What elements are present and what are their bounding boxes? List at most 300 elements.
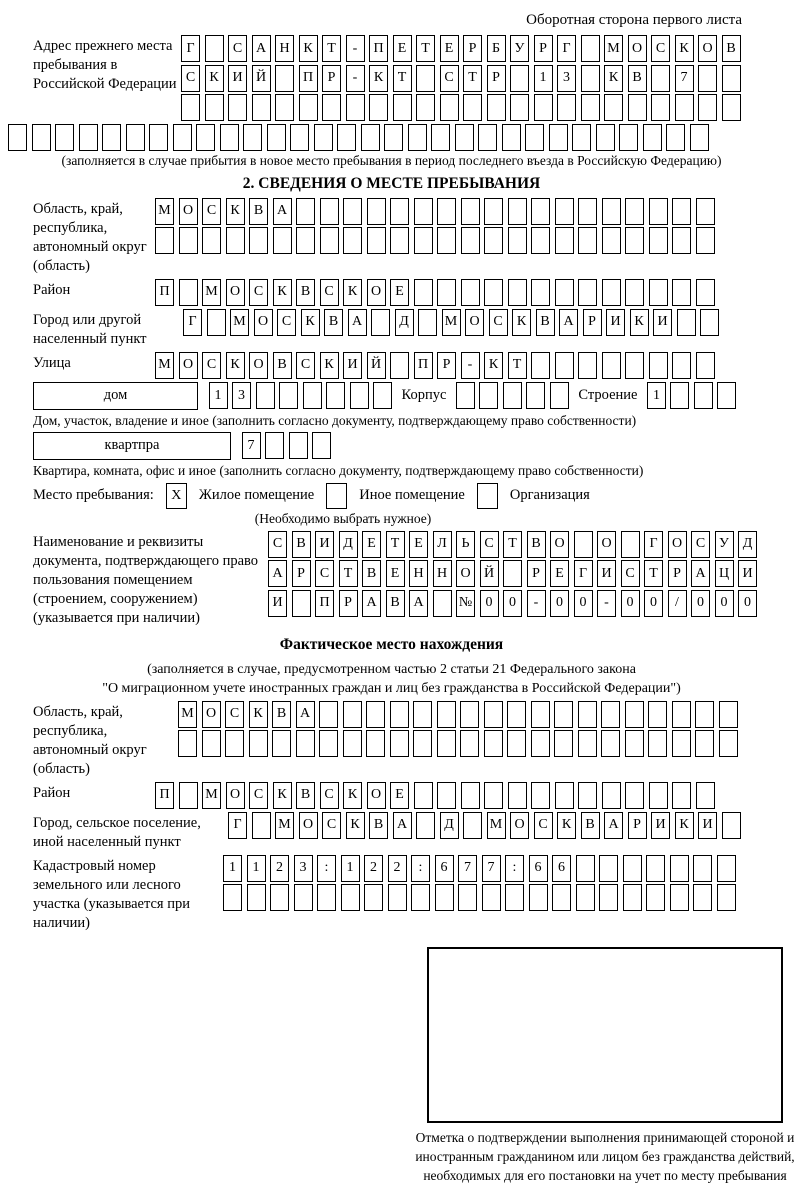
char-cell[interactable] (531, 352, 550, 379)
char-cell[interactable] (648, 701, 667, 728)
char-cell[interactable] (320, 227, 339, 254)
char-cell[interactable]: Б (487, 35, 506, 62)
char-cell[interactable]: Г (574, 560, 593, 587)
char-cell[interactable] (461, 198, 480, 225)
char-cell[interactable] (505, 884, 524, 911)
char-cell[interactable] (294, 884, 313, 911)
inoe-checkbox[interactable] (326, 483, 347, 509)
char-cell[interactable]: К (630, 309, 649, 336)
char-cell[interactable] (463, 94, 482, 121)
char-cell[interactable] (296, 730, 315, 757)
char-cell[interactable] (463, 812, 482, 839)
char-cell[interactable]: О (299, 812, 318, 839)
char-cell[interactable]: С (202, 198, 221, 225)
char-cell[interactable]: А (604, 812, 623, 839)
char-cell[interactable]: М (604, 35, 623, 62)
char-cell[interactable] (719, 730, 738, 757)
char-cell[interactable]: Е (550, 560, 569, 587)
char-cell[interactable] (384, 124, 403, 151)
char-cell[interactable]: 1 (647, 382, 666, 409)
char-cell[interactable]: 1 (247, 855, 266, 882)
char-cell[interactable] (484, 782, 503, 809)
char-cell[interactable] (649, 227, 668, 254)
char-cell[interactable] (531, 782, 550, 809)
char-cell[interactable] (437, 198, 456, 225)
char-cell[interactable]: 7 (242, 432, 261, 459)
char-cell[interactable]: 0 (644, 590, 663, 617)
char-cell[interactable] (366, 730, 385, 757)
char-cell[interactable]: Р (339, 590, 358, 617)
char-cell[interactable]: У (510, 35, 529, 62)
char-cell[interactable] (578, 730, 597, 757)
char-cell[interactable] (303, 382, 322, 409)
char-cell[interactable]: 0 (691, 590, 710, 617)
char-cell[interactable]: Т (386, 531, 405, 558)
char-cell[interactable]: 1 (341, 855, 360, 882)
char-cell[interactable]: К (249, 701, 268, 728)
char-cell[interactable]: О (367, 279, 386, 306)
char-cell[interactable]: О (465, 309, 484, 336)
char-cell[interactable] (416, 94, 435, 121)
char-cell[interactable] (202, 227, 221, 254)
char-cell[interactable] (364, 884, 383, 911)
char-cell[interactable]: О (628, 35, 647, 62)
char-cell[interactable]: 1 (534, 65, 553, 92)
char-cell[interactable] (319, 701, 338, 728)
char-cell[interactable]: В (273, 352, 292, 379)
char-cell[interactable] (700, 309, 719, 336)
char-cell[interactable] (126, 124, 145, 151)
char-cell[interactable]: С (296, 352, 315, 379)
char-cell[interactable] (602, 279, 621, 306)
char-cell[interactable]: П (155, 782, 174, 809)
char-cell[interactable]: Р (628, 812, 647, 839)
char-cell[interactable] (390, 701, 409, 728)
char-cell[interactable] (414, 782, 433, 809)
char-cell[interactable]: С (691, 531, 710, 558)
zhiloe-checkbox[interactable]: X (166, 483, 187, 509)
char-cell[interactable]: Р (437, 352, 456, 379)
char-cell[interactable] (337, 124, 356, 151)
char-cell[interactable]: Н (275, 35, 294, 62)
char-cell[interactable] (581, 35, 600, 62)
char-cell[interactable]: К (301, 309, 320, 336)
char-cell[interactable] (273, 227, 292, 254)
char-cell[interactable]: Р (668, 560, 687, 587)
char-cell[interactable] (531, 730, 550, 757)
char-cell[interactable]: 6 (552, 855, 571, 882)
char-cell[interactable] (555, 782, 574, 809)
char-cell[interactable]: В (386, 590, 405, 617)
char-cell[interactable] (503, 560, 522, 587)
char-cell[interactable] (601, 701, 620, 728)
char-cell[interactable] (696, 227, 715, 254)
char-cell[interactable] (79, 124, 98, 151)
char-cell[interactable] (646, 855, 665, 882)
char-cell[interactable] (437, 227, 456, 254)
char-cell[interactable]: Е (390, 782, 409, 809)
char-cell[interactable]: 0 (621, 590, 640, 617)
char-cell[interactable] (693, 884, 712, 911)
char-cell[interactable] (602, 782, 621, 809)
char-cell[interactable] (510, 65, 529, 92)
char-cell[interactable]: Д (339, 531, 358, 558)
char-cell[interactable] (249, 730, 268, 757)
char-cell[interactable] (270, 884, 289, 911)
char-cell[interactable] (695, 730, 714, 757)
char-cell[interactable]: О (367, 782, 386, 809)
char-cell[interactable]: Д (738, 531, 757, 558)
char-cell[interactable]: Т (644, 560, 663, 587)
char-cell[interactable] (677, 309, 696, 336)
char-cell[interactable] (178, 730, 197, 757)
char-cell[interactable] (461, 227, 480, 254)
char-cell[interactable]: Р (463, 35, 482, 62)
char-cell[interactable] (649, 782, 668, 809)
char-cell[interactable] (202, 730, 221, 757)
char-cell[interactable] (526, 382, 545, 409)
char-cell[interactable]: 7 (482, 855, 501, 882)
char-cell[interactable]: С (440, 65, 459, 92)
char-cell[interactable]: - (346, 65, 365, 92)
char-cell[interactable]: О (550, 531, 569, 558)
char-cell[interactable] (416, 65, 435, 92)
char-cell[interactable]: В (369, 812, 388, 839)
char-cell[interactable] (346, 94, 365, 121)
char-cell[interactable]: Л (433, 531, 452, 558)
char-cell[interactable] (531, 279, 550, 306)
char-cell[interactable]: М (155, 198, 174, 225)
char-cell[interactable]: А (273, 198, 292, 225)
char-cell[interactable]: М (202, 782, 221, 809)
char-cell[interactable] (390, 198, 409, 225)
char-cell[interactable]: С (249, 279, 268, 306)
char-cell[interactable] (722, 94, 741, 121)
char-cell[interactable] (8, 124, 27, 151)
char-cell[interactable] (722, 65, 741, 92)
char-cell[interactable]: И (597, 560, 616, 587)
char-cell[interactable]: Е (409, 531, 428, 558)
char-cell[interactable]: К (299, 35, 318, 62)
char-cell[interactable]: № (456, 590, 475, 617)
char-cell[interactable] (529, 884, 548, 911)
char-cell[interactable]: Т (339, 560, 358, 587)
char-cell[interactable] (576, 855, 595, 882)
char-cell[interactable] (578, 198, 597, 225)
char-cell[interactable] (149, 124, 168, 151)
char-cell[interactable] (322, 94, 341, 121)
char-cell[interactable] (267, 124, 286, 151)
char-cell[interactable] (628, 94, 647, 121)
char-cell[interactable]: У (715, 531, 734, 558)
char-cell[interactable] (599, 855, 618, 882)
char-cell[interactable] (343, 198, 362, 225)
char-cell[interactable] (408, 124, 427, 151)
char-cell[interactable] (572, 124, 591, 151)
char-cell[interactable]: В (249, 198, 268, 225)
char-cell[interactable]: - (461, 352, 480, 379)
char-cell[interactable]: С (322, 812, 341, 839)
char-cell[interactable]: Г (228, 812, 247, 839)
char-cell[interactable]: О (597, 531, 616, 558)
char-cell[interactable] (265, 432, 284, 459)
char-cell[interactable]: Н (433, 560, 452, 587)
char-cell[interactable]: К (273, 279, 292, 306)
char-cell[interactable]: П (155, 279, 174, 306)
char-cell[interactable] (181, 94, 200, 121)
char-cell[interactable] (625, 279, 644, 306)
char-cell[interactable] (550, 382, 569, 409)
char-cell[interactable]: С (277, 309, 296, 336)
char-cell[interactable] (296, 227, 315, 254)
char-cell[interactable] (507, 730, 526, 757)
char-cell[interactable]: К (484, 352, 503, 379)
char-cell[interactable] (621, 531, 640, 558)
char-cell[interactable]: 2 (364, 855, 383, 882)
char-cell[interactable] (460, 701, 479, 728)
char-cell[interactable] (256, 382, 275, 409)
char-cell[interactable] (625, 701, 644, 728)
char-cell[interactable] (55, 124, 74, 151)
char-cell[interactable]: Т (503, 531, 522, 558)
char-cell[interactable]: И (653, 309, 672, 336)
char-cell[interactable]: С (489, 309, 508, 336)
char-cell[interactable] (369, 94, 388, 121)
char-cell[interactable]: С (621, 560, 640, 587)
char-cell[interactable] (461, 279, 480, 306)
char-cell[interactable] (456, 382, 475, 409)
char-cell[interactable] (388, 884, 407, 911)
char-cell[interactable] (693, 855, 712, 882)
char-cell[interactable] (455, 124, 474, 151)
char-cell[interactable]: Г (183, 309, 202, 336)
char-cell[interactable] (601, 730, 620, 757)
char-cell[interactable]: В (292, 531, 311, 558)
char-cell[interactable]: 3 (557, 65, 576, 92)
char-cell[interactable]: К (226, 352, 245, 379)
char-cell[interactable]: А (691, 560, 710, 587)
char-cell[interactable] (502, 124, 521, 151)
char-cell[interactable]: О (456, 560, 475, 587)
char-cell[interactable] (534, 94, 553, 121)
char-cell[interactable] (670, 382, 689, 409)
char-cell[interactable]: Г (181, 35, 200, 62)
char-cell[interactable] (484, 227, 503, 254)
char-cell[interactable]: О (510, 812, 529, 839)
char-cell[interactable]: И (606, 309, 625, 336)
char-cell[interactable]: В (362, 560, 381, 587)
char-cell[interactable]: Н (409, 560, 428, 587)
char-cell[interactable]: С (315, 560, 334, 587)
char-cell[interactable] (503, 382, 522, 409)
char-cell[interactable] (390, 227, 409, 254)
char-cell[interactable] (247, 884, 266, 911)
char-cell[interactable] (643, 124, 662, 151)
char-cell[interactable] (719, 701, 738, 728)
char-cell[interactable] (555, 352, 574, 379)
char-cell[interactable] (390, 730, 409, 757)
char-cell[interactable] (648, 730, 667, 757)
char-cell[interactable] (32, 124, 51, 151)
char-cell[interactable] (173, 124, 192, 151)
char-cell[interactable]: О (202, 701, 221, 728)
char-cell[interactable]: 0 (480, 590, 499, 617)
char-cell[interactable] (373, 382, 392, 409)
char-cell[interactable] (478, 124, 497, 151)
char-cell[interactable] (220, 124, 239, 151)
char-cell[interactable]: И (651, 812, 670, 839)
char-cell[interactable] (296, 198, 315, 225)
char-cell[interactable]: К (273, 782, 292, 809)
char-cell[interactable]: Е (386, 560, 405, 587)
char-cell[interactable] (549, 124, 568, 151)
char-cell[interactable] (414, 279, 433, 306)
char-cell[interactable]: В (722, 35, 741, 62)
char-cell[interactable]: А (393, 812, 412, 839)
char-cell[interactable] (578, 701, 597, 728)
char-cell[interactable] (649, 279, 668, 306)
char-cell[interactable]: Д (395, 309, 414, 336)
char-cell[interactable] (690, 124, 709, 151)
char-cell[interactable] (343, 730, 362, 757)
char-cell[interactable]: В (581, 812, 600, 839)
char-cell[interactable] (458, 884, 477, 911)
char-cell[interactable] (675, 94, 694, 121)
char-cell[interactable] (670, 884, 689, 911)
char-cell[interactable] (437, 701, 456, 728)
char-cell[interactable] (625, 227, 644, 254)
char-cell[interactable] (179, 279, 198, 306)
char-cell[interactable] (578, 352, 597, 379)
char-cell[interactable] (431, 124, 450, 151)
char-cell[interactable] (602, 352, 621, 379)
char-cell[interactable]: И (268, 590, 287, 617)
char-cell[interactable] (484, 279, 503, 306)
char-cell[interactable] (413, 730, 432, 757)
char-cell[interactable] (672, 279, 691, 306)
char-cell[interactable] (479, 382, 498, 409)
char-cell[interactable] (554, 701, 573, 728)
char-cell[interactable] (196, 124, 215, 151)
char-cell[interactable]: : (505, 855, 524, 882)
char-cell[interactable] (223, 884, 242, 911)
char-cell[interactable]: 1 (223, 855, 242, 882)
char-cell[interactable] (416, 812, 435, 839)
char-cell[interactable] (508, 227, 527, 254)
char-cell[interactable]: Т (416, 35, 435, 62)
char-cell[interactable] (717, 382, 736, 409)
char-cell[interactable] (672, 198, 691, 225)
char-cell[interactable] (623, 884, 642, 911)
char-cell[interactable]: Р (487, 65, 506, 92)
char-cell[interactable] (207, 309, 226, 336)
char-cell[interactable]: К (205, 65, 224, 92)
char-cell[interactable] (205, 35, 224, 62)
char-cell[interactable]: М (230, 309, 249, 336)
char-cell[interactable]: С (249, 782, 268, 809)
char-cell[interactable] (696, 352, 715, 379)
char-cell[interactable] (670, 855, 689, 882)
char-cell[interactable]: Т (393, 65, 412, 92)
char-cell[interactable] (390, 352, 409, 379)
char-cell[interactable]: К (604, 65, 623, 92)
char-cell[interactable] (623, 855, 642, 882)
char-cell[interactable] (437, 782, 456, 809)
char-cell[interactable]: 2 (388, 855, 407, 882)
char-cell[interactable]: К (557, 812, 576, 839)
organizatsiya-checkbox[interactable] (477, 483, 498, 509)
char-cell[interactable]: С (268, 531, 287, 558)
char-cell[interactable] (602, 227, 621, 254)
char-cell[interactable] (484, 730, 503, 757)
char-cell[interactable] (272, 730, 291, 757)
char-cell[interactable]: Т (322, 35, 341, 62)
char-cell[interactable] (317, 884, 336, 911)
char-cell[interactable] (179, 782, 198, 809)
char-cell[interactable] (555, 227, 574, 254)
char-cell[interactable]: - (597, 590, 616, 617)
char-cell[interactable]: С (202, 352, 221, 379)
char-cell[interactable]: / (668, 590, 687, 617)
char-cell[interactable] (651, 65, 670, 92)
char-cell[interactable]: И (698, 812, 717, 839)
char-cell[interactable] (552, 884, 571, 911)
char-cell[interactable]: Т (463, 65, 482, 92)
char-cell[interactable] (414, 227, 433, 254)
char-cell[interactable]: М (155, 352, 174, 379)
char-cell[interactable]: 6 (435, 855, 454, 882)
char-cell[interactable]: И (343, 352, 362, 379)
char-cell[interactable] (461, 782, 480, 809)
char-cell[interactable] (290, 124, 309, 151)
char-cell[interactable] (578, 782, 597, 809)
char-cell[interactable]: В (296, 782, 315, 809)
char-cell[interactable] (320, 198, 339, 225)
char-cell[interactable] (367, 198, 386, 225)
char-cell[interactable] (695, 701, 714, 728)
char-cell[interactable]: М (202, 279, 221, 306)
char-cell[interactable]: С (534, 812, 553, 839)
char-cell[interactable]: 2 (270, 855, 289, 882)
char-cell[interactable] (418, 309, 437, 336)
char-cell[interactable] (576, 884, 595, 911)
char-cell[interactable] (508, 782, 527, 809)
char-cell[interactable]: Г (557, 35, 576, 62)
char-cell[interactable]: О (249, 352, 268, 379)
char-cell[interactable] (350, 382, 369, 409)
char-cell[interactable] (205, 94, 224, 121)
char-cell[interactable]: К (226, 198, 245, 225)
char-cell[interactable]: К (675, 35, 694, 62)
char-cell[interactable] (435, 884, 454, 911)
char-cell[interactable]: 3 (294, 855, 313, 882)
char-cell[interactable] (371, 309, 390, 336)
char-cell[interactable] (651, 94, 670, 121)
char-cell[interactable]: М (487, 812, 506, 839)
char-cell[interactable]: Т (508, 352, 527, 379)
char-cell[interactable]: А (252, 35, 271, 62)
char-cell[interactable] (672, 227, 691, 254)
char-cell[interactable] (649, 198, 668, 225)
char-cell[interactable] (574, 531, 593, 558)
char-cell[interactable]: А (409, 590, 428, 617)
char-cell[interactable] (625, 198, 644, 225)
char-cell[interactable] (487, 94, 506, 121)
char-cell[interactable] (228, 94, 247, 121)
char-cell[interactable] (312, 432, 331, 459)
char-cell[interactable]: 6 (529, 855, 548, 882)
char-cell[interactable] (717, 855, 736, 882)
